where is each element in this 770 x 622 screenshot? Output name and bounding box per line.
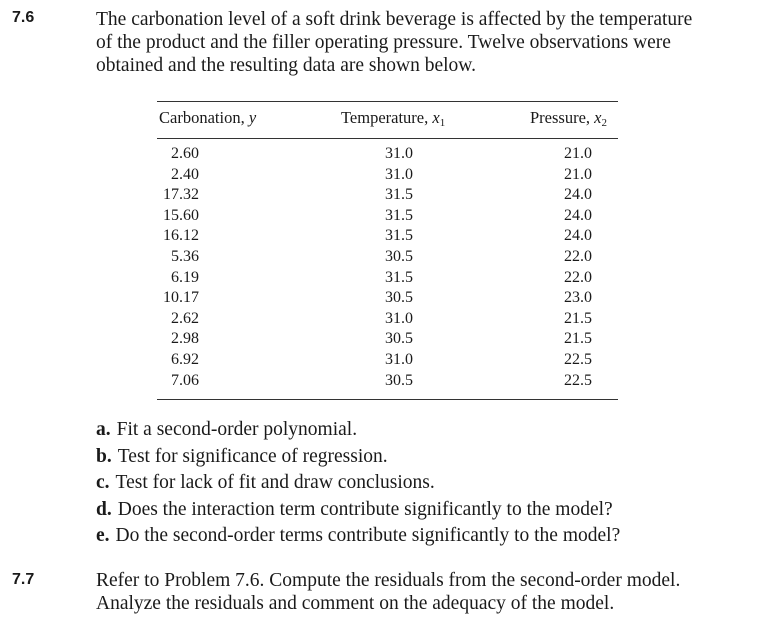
cell-carbonation: 2.98 xyxy=(171,330,199,348)
table-row xyxy=(157,227,618,248)
problem-number-7-6: 7.6 xyxy=(12,9,35,26)
header-variable: x xyxy=(594,108,602,127)
cell-pressure: 24.0 xyxy=(564,206,592,224)
header-subscript: 1 xyxy=(439,117,446,129)
part-c xyxy=(96,471,736,498)
part-text: Does the interaction term contribute significantly to the model? xyxy=(117,498,613,520)
part-text: Test for lack of fit and draw conclusions. xyxy=(115,472,435,493)
carbonation-data-table xyxy=(157,101,618,400)
cell-pressure: 21.0 xyxy=(564,165,592,183)
header-variable: y xyxy=(248,108,257,127)
cell-carbonation: 7.06 xyxy=(171,371,199,389)
header-carbonation xyxy=(159,108,256,128)
table-body xyxy=(157,139,618,399)
part-text: Test for significance of regression. xyxy=(117,445,388,467)
cell-pressure: 22.5 xyxy=(564,350,592,368)
part-letter: d. xyxy=(96,498,112,520)
cell-temperature: 30.5 xyxy=(385,371,413,389)
part-b xyxy=(96,445,736,472)
part-letter: c. xyxy=(96,472,110,493)
table-row xyxy=(157,372,618,393)
part-letter: e. xyxy=(96,525,110,546)
cell-temperature: 31.5 xyxy=(385,227,413,245)
cell-carbonation: 2.40 xyxy=(171,165,199,183)
part-text: Do the second-order terms contribute significantly to the model? xyxy=(115,525,621,546)
cell-carbonation: 2.60 xyxy=(171,145,199,162)
cell-temperature: 31.5 xyxy=(385,186,413,204)
cell-pressure: 22.5 xyxy=(564,371,592,389)
cell-carbonation: 6.92 xyxy=(171,350,199,368)
cell-temperature: 30.5 xyxy=(385,330,413,348)
cell-pressure: 21.5 xyxy=(564,309,592,327)
table-row xyxy=(157,145,618,166)
table-row xyxy=(157,207,618,228)
part-a xyxy=(96,418,736,445)
header-subscript: 2 xyxy=(601,117,607,129)
problem-number-7-7: 7.7 xyxy=(12,571,35,588)
statement-line: Refer to Problem 7.6. Compute the residuals from the second-order model. xyxy=(96,570,681,591)
cell-carbonation: 15.60 xyxy=(163,206,199,224)
cell-carbonation: 16.12 xyxy=(163,227,199,245)
statement-line: Analyze the residuals and comment on the adequacy of the model. xyxy=(96,593,615,614)
part-text: Fit a second-order polynomial. xyxy=(116,419,358,440)
cell-temperature: 31.5 xyxy=(385,268,413,286)
part-e xyxy=(96,524,736,551)
table-row xyxy=(157,269,618,290)
table-row xyxy=(157,186,618,207)
table-row xyxy=(157,310,618,331)
cell-temperature: 30.5 xyxy=(385,247,413,265)
header-temperature xyxy=(341,108,445,128)
cell-pressure: 24.0 xyxy=(564,186,592,204)
statement-line: The carbonation level of a soft drink beverage is affected by the temperature xyxy=(96,9,693,30)
header-pressure xyxy=(530,108,607,128)
cell-pressure: 22.0 xyxy=(564,247,592,265)
table-row xyxy=(157,248,618,269)
part-letter: b. xyxy=(96,445,112,467)
cell-pressure: 21.0 xyxy=(564,145,592,162)
problem-7-7-statement xyxy=(96,569,736,615)
cell-temperature: 31.0 xyxy=(385,350,413,368)
statement-line: obtained and the resulting data are shown below. xyxy=(96,55,476,76)
cell-temperature: 31.0 xyxy=(385,309,413,327)
cell-carbonation: 6.19 xyxy=(171,268,199,286)
problem-parts xyxy=(96,418,736,551)
problem-7-6-statement xyxy=(96,8,736,77)
cell-pressure: 21.5 xyxy=(564,330,592,348)
cell-pressure: 23.0 xyxy=(564,289,592,307)
table-header xyxy=(157,102,618,139)
header-label: Pressure, xyxy=(530,108,595,127)
statement-line: of the product and the filler operating pressure. Twelve observations were xyxy=(96,32,671,53)
cell-carbonation: 17.32 xyxy=(163,186,199,204)
cell-pressure: 22.0 xyxy=(564,268,592,286)
cell-temperature: 31.5 xyxy=(385,206,413,224)
cell-carbonation: 10.17 xyxy=(163,289,199,307)
cell-temperature: 30.5 xyxy=(385,289,413,307)
table-row xyxy=(157,289,618,310)
cell-carbonation: 5.36 xyxy=(171,247,199,265)
header-label: Temperature, xyxy=(341,108,433,127)
cell-temperature: 31.0 xyxy=(385,145,413,162)
header-label: Carbonation, xyxy=(159,108,249,127)
part-letter: a. xyxy=(96,419,111,440)
table-row xyxy=(157,330,618,351)
cell-carbonation: 2.62 xyxy=(171,309,199,327)
table-row xyxy=(157,351,618,372)
header-variable: x xyxy=(432,108,440,127)
cell-temperature: 31.0 xyxy=(385,165,413,183)
cell-pressure: 24.0 xyxy=(564,227,592,245)
table-row xyxy=(157,166,618,187)
part-d xyxy=(96,498,736,525)
